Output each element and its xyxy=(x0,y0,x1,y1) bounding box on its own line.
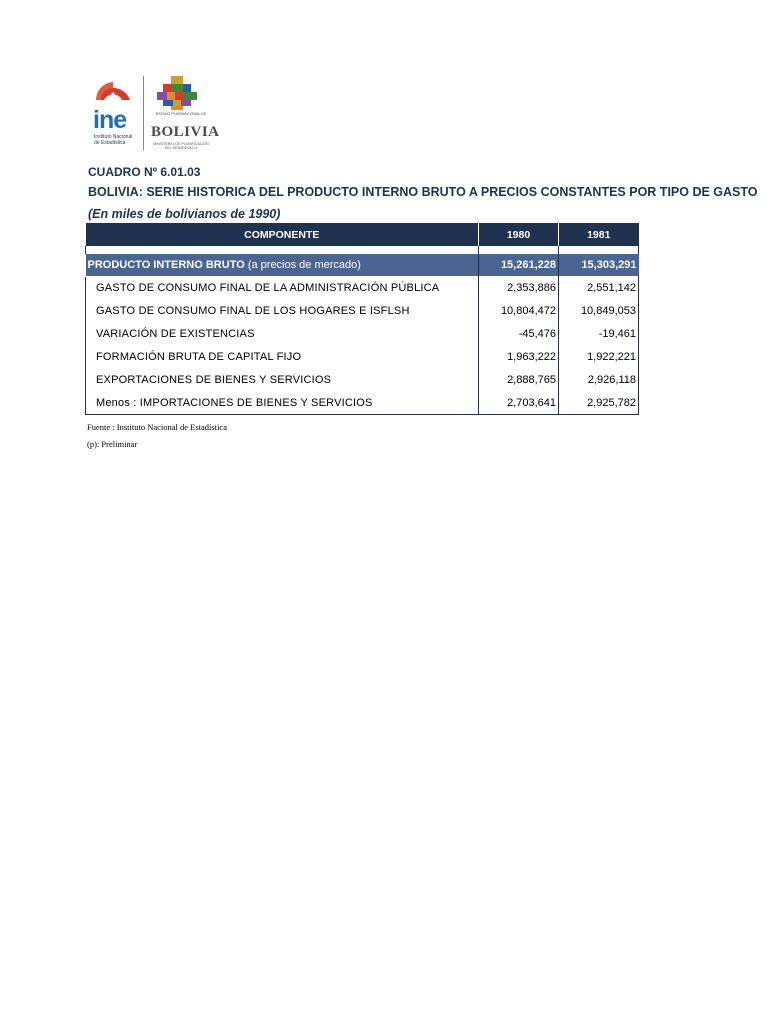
total-row-label xyxy=(86,254,479,277)
row-label: FORMACIÓN BRUTA DE CAPITAL FIJO xyxy=(86,346,479,369)
total-row-label-qualifier: (a precios de mercado) xyxy=(244,259,361,271)
row-value-1981: 2,926,118 xyxy=(559,369,639,392)
gdp-table-container xyxy=(85,223,638,419)
table-header-row xyxy=(86,223,639,246)
row-value-1980: 10,804,472 xyxy=(479,300,559,323)
table-row xyxy=(86,323,639,346)
gdp-table xyxy=(85,223,639,415)
total-row-value-1980: 15,261,228 xyxy=(479,254,559,277)
row-value-1981: 10,849,053 xyxy=(559,300,639,323)
logo-divider xyxy=(143,76,144,150)
table-row xyxy=(86,392,639,415)
table-spacer-row xyxy=(86,246,639,254)
row-value-1980: 2,888,765 xyxy=(479,369,559,392)
ine-wordmark: ine xyxy=(93,106,127,134)
row-label: GASTO DE CONSUMO FINAL DE LA ADMINISTRACIÓN PÚBLICA xyxy=(86,277,479,300)
table-row xyxy=(86,277,639,300)
table-number: CUADRO Nº 6.01.03 xyxy=(88,165,201,179)
row-value-1981: 2,551,142 xyxy=(559,277,639,300)
units-subtitle: (En miles de bolivianos de 1990) xyxy=(88,207,281,221)
row-value-1981: 2,925,782 xyxy=(559,392,639,415)
row-label: EXPORTACIONES DE BIENES Y SERVICIOS xyxy=(86,369,479,392)
table-row xyxy=(86,300,639,323)
bolivia-heading: ESTADO PLURINACIONAL DE xyxy=(155,112,207,116)
preliminary-note: (p): Preliminar xyxy=(87,439,138,449)
source-note: Fuente : Instituto Nacional de Estadística xyxy=(87,422,227,432)
row-value-1981: -19,461 xyxy=(559,323,639,346)
table-row xyxy=(86,369,639,392)
bolivia-wordmark: BOLIVIA xyxy=(151,124,220,140)
row-value-1981: 1,922,221 xyxy=(559,346,639,369)
column-header-componente: COMPONENTE xyxy=(86,223,479,246)
total-row-value-1981: 15,303,291 xyxy=(559,254,639,277)
bolivia-tagline: MINISTERIO DE PLANIFICACIÓN DEL DESARROLLO xyxy=(153,142,209,150)
logo-block xyxy=(88,74,218,154)
column-header-1981: 1981 xyxy=(559,223,639,246)
row-value-1980: 1,963,222 xyxy=(479,346,559,369)
total-row xyxy=(86,254,639,277)
ine-subtitle: Instituto Nacional de Estadística xyxy=(94,134,133,146)
column-header-1980: 1980 xyxy=(479,223,559,246)
row-label: Menos : IMPORTACIONES DE BIENES Y SERVICIOS xyxy=(86,392,479,415)
ine-logo xyxy=(88,74,140,152)
row-label: GASTO DE CONSUMO FINAL DE LOS HOGARES E ISFLSH xyxy=(86,300,479,323)
total-row-label-bold: PRODUCTO INTERNO BRUTO xyxy=(87,259,245,271)
row-value-1980: -45,476 xyxy=(479,323,559,346)
page-title: BOLIVIA: SERIE HISTORICA DEL PRODUCTO INTERNO BRUTO A PRECIOS CONSTANTES POR TIPO DE GASTO xyxy=(88,185,758,199)
row-label: VARIACIÓN DE EXISTENCIAS xyxy=(86,323,479,346)
row-value-1980: 2,703,641 xyxy=(479,392,559,415)
row-value-1980: 2,353,886 xyxy=(479,277,559,300)
table-row xyxy=(86,346,639,369)
